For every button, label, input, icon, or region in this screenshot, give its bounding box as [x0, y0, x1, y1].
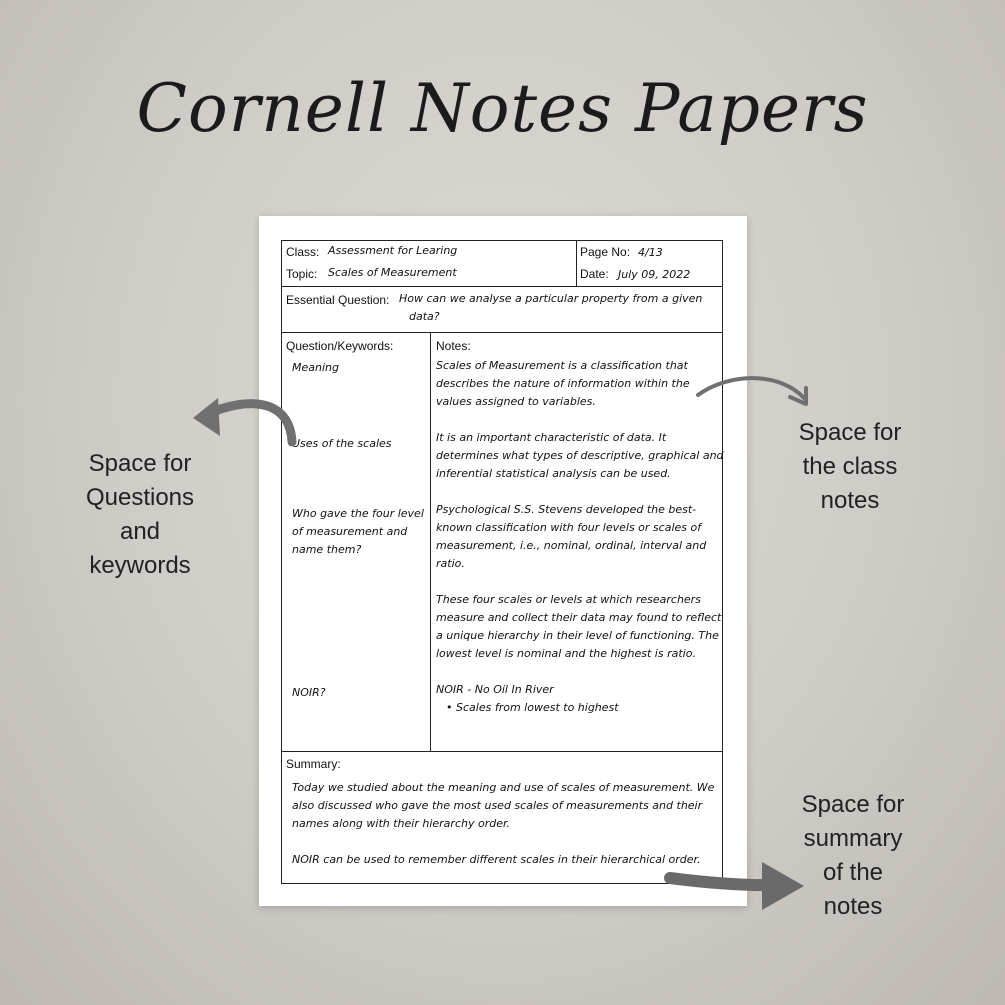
topic-label: Topic: — [286, 267, 318, 281]
arrow-left-icon — [193, 398, 292, 442]
notes-line: measurement, i.e., nominal, ordinal, interval and — [436, 539, 707, 552]
notes-line: inferential statistical analysis can be used. — [436, 467, 671, 480]
essential-question-label: Essential Question: — [286, 293, 390, 307]
keyword-uses: Uses of the scales — [292, 437, 392, 450]
notes-line: These four scales or levels at which researchers — [436, 593, 701, 606]
noir-bullet-text: Scales from lowest to highest — [456, 701, 619, 714]
summary-line: NOIR can be used to remember different scales in their hierarchical order. — [292, 853, 701, 866]
callout-summary-line: of the — [822, 859, 884, 886]
summary-line: also discussed who gave the most used scales of measurements and their — [292, 799, 703, 812]
summary-line: names along with their hierarchy order. — [292, 817, 510, 830]
callout-questions-line: Questions — [85, 484, 195, 511]
notes-line: measure and collect their data may found to reflect — [436, 611, 722, 624]
essential-question-line-1: How can we analyse a particular property from a given — [399, 292, 703, 305]
notes-line: known classification with four levels or scales of — [436, 521, 702, 534]
keyword-who-line-2: of measurement and — [292, 525, 408, 538]
notes-line: Scales of Measurement is a classification that — [436, 359, 688, 372]
bullet-icon: • — [446, 701, 456, 714]
date-label: Date: — [580, 267, 609, 281]
page-number-value: 4/13 — [638, 246, 663, 259]
callout-summary-line: notes — [823, 893, 883, 920]
notes-line: describes the nature of information within the — [436, 377, 690, 390]
notes-line: Psychological S.S. Stevens developed the best- — [436, 503, 697, 516]
notes-line: It is an important characteristic of data. It — [436, 431, 667, 444]
notes-label: Notes: — [436, 339, 471, 353]
callout-questions-line: Space for — [88, 450, 192, 477]
callout-questions-line: and — [119, 518, 161, 545]
callout-class-notes-line: Space for — [798, 419, 902, 446]
page-title: Cornell Notes Papers — [136, 70, 869, 147]
summary-label: Summary: — [286, 757, 341, 771]
class-label: Class: — [286, 245, 320, 259]
notes-line: determines what types of descriptive, graphical and — [436, 449, 724, 462]
notes-line: lowest level is nominal and the highest is ratio. — [436, 647, 696, 660]
keywords-label: Question/Keywords: — [286, 339, 394, 353]
callout-summary-line: Space for — [801, 791, 905, 818]
essential-question-line-2: data? — [409, 310, 440, 323]
keyword-meaning: Meaning — [292, 361, 339, 374]
callout-class-notes-line: the class — [802, 453, 898, 480]
class-value: Assessment for Learing — [328, 244, 458, 257]
summary-line: Today we studied about the meaning and use of scales of measurement. We — [292, 781, 715, 794]
notes-line: values assigned to variables. — [436, 395, 596, 408]
keyword-who-line-3: name them? — [292, 543, 362, 556]
callout-summary-line: summary — [803, 825, 903, 852]
noir-mnemonic: NOIR - No Oil In River — [436, 683, 554, 696]
page-number-label: Page No: — [580, 245, 631, 259]
notes-line: a unique hierarchy in their level of functioning. The — [436, 629, 719, 642]
callout-class-notes-line: notes — [820, 487, 880, 514]
callout-questions-line: keywords — [89, 552, 191, 579]
notes-line: ratio. — [436, 557, 465, 570]
keyword-noir: NOIR? — [292, 686, 326, 699]
arrow-right-icon — [698, 378, 806, 404]
topic-value: Scales of Measurement — [328, 266, 457, 279]
arrow-summary-icon — [670, 862, 804, 910]
date-value: July 09, 2022 — [618, 268, 691, 281]
keyword-who-line-1: Who gave the four level — [292, 507, 424, 520]
